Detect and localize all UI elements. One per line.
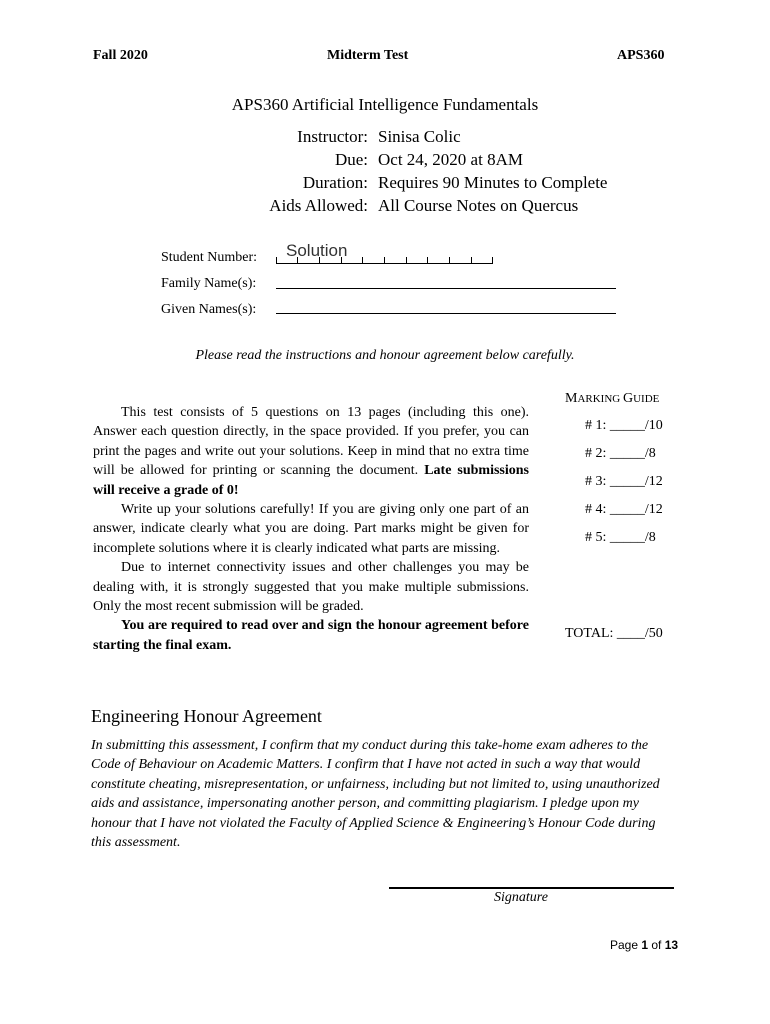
page-title: APS360 Artificial Intelligence Fundamentals [231,95,539,114]
signature-label: Signature [494,890,548,905]
aids-label: Aids Allowed: [269,196,368,215]
mg-title-m: M [565,391,578,406]
student-number-value: Solution [286,241,348,260]
header-term: Fall 2020 [93,48,148,63]
given-names-field[interactable] [276,313,616,314]
page-number [610,938,678,952]
tick [362,257,363,263]
instructor-label: Instructor: [297,127,368,146]
page-current: 1 [641,938,649,952]
mg-title-arking: ARKING [577,393,623,405]
tick [427,257,428,263]
tick [449,257,450,263]
honour-agreement-text: In submitting this assessment, I confirm that my conduct during this take-home exam adheres to the Code of Behaviour on Academic Matters. I confirm that I have not acted in such a way that would constitute cheating, misrepresentation, or unfairness, including but not limited to, using unauthorized aids and assistance, impersonating another person, and committing plagiarism. I pledge upon my honour that I have not violated the Faculty of Applied Science & Engineering’s Honour Code during this assessment. [91,738,660,851]
honour-requirement: You are required to read over and sign the honour agreement before starting the final exam. [93,618,529,653]
family-name-label: Family Name(s): [161,276,257,291]
marking-item-q4: # 4: _____/12 [585,502,663,517]
duration-label: Duration: [302,173,368,192]
marking-item-q3: # 3: _____/12 [585,474,663,489]
mg-title-g: G [622,391,634,406]
page-total: 13 [664,938,679,952]
marking-item-q2: # 2: _____/8 [585,446,656,461]
paragraph-2: Write up your solutions carefully! If you are giving only one part of an answer, indicate clearly what you are doing. Part marks might be given for incomplete solutions where it is clearly indicated what parts are missing. [93,502,529,556]
tick [471,257,472,263]
signature-line[interactable] [389,887,674,889]
marking-item-q5: # 5: _____/8 [585,530,656,545]
duration-value: Requires 90 Minutes to Complete [378,173,608,192]
instructor-value: Sinisa Colic [378,127,461,146]
instructions-body [93,403,529,655]
due-label: Due: [334,150,368,169]
paragraph-1 [93,403,529,500]
page-of: of [648,938,665,952]
tick [276,257,277,263]
late-warning: Late submissions will receive a grade of 0! [93,463,529,498]
aids-value: All Course Notes on Quercus [378,196,579,215]
family-name-field[interactable] [276,288,616,289]
marking-item-q1: # 1: _____/10 [585,418,663,433]
paragraph-3: Due to internet connectivity issues and other challenges you may be dealing with, it is strongly suggested that you make multiple submissions. Only the most recent submission will be graded. [93,560,529,615]
marking-guide-title [565,391,659,407]
page-prefix: Page [610,938,642,952]
due-value: Oct 24, 2020 at 8AM [378,150,523,169]
student-number-line [276,263,493,264]
instruction-text: Please read the instructions and honour agreement below carefully. [195,348,575,363]
given-names-label: Given Names(s): [161,302,257,317]
paragraph-4 [93,616,529,655]
tick [492,257,493,263]
paragraph-1-text: This test consists of 5 questions on 13 pages (including this one). Answer each question directly, in the space provided. If you prefer, you can print the pages and write out your solutions. Keep in mind that no extra time will be allowed for printing or scanning the document. [93,405,529,479]
tick [384,257,385,263]
marking-total: TOTAL: ____/50 [565,626,663,641]
honour-agreement-title: Engineering Honour Agreement [91,706,322,726]
student-number-label: Student Number: [161,250,258,265]
header-test-name: Midterm Test [327,48,409,63]
tick [406,257,407,263]
header-course-code: APS360 [617,48,665,63]
mg-title-uide: UIDE [633,393,660,405]
